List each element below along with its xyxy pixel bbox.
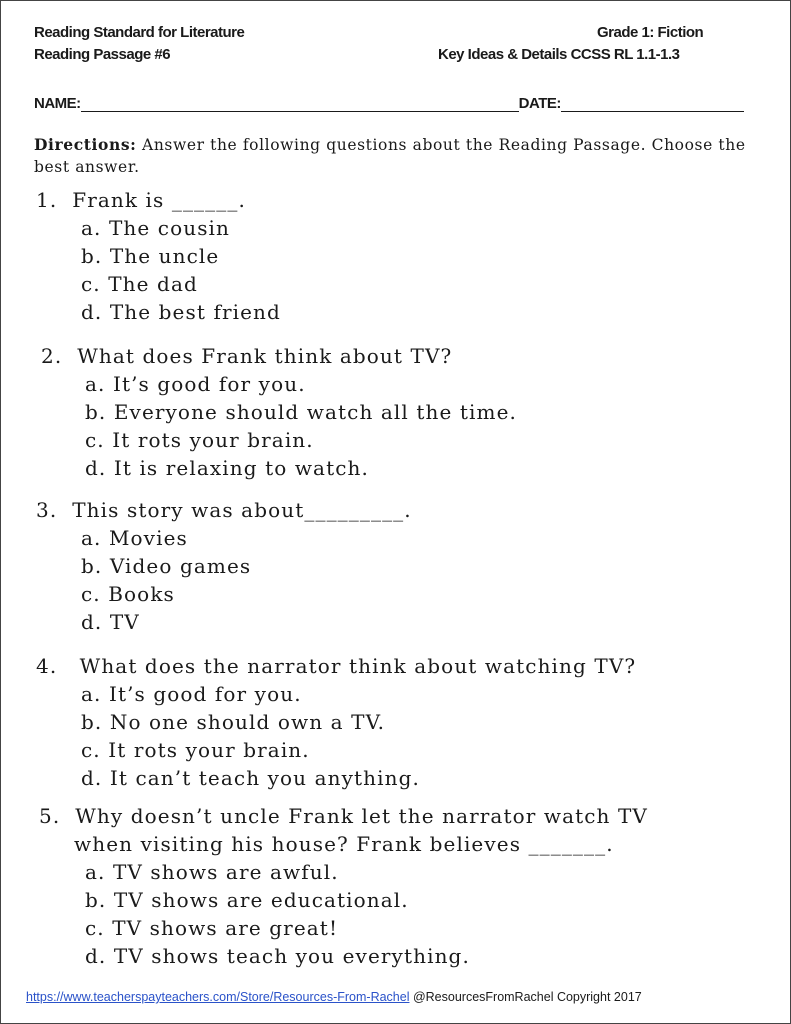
standards-label: Key Ideas & Details CCSS RL 1.1-1.3 xyxy=(438,46,680,63)
name-date-row xyxy=(34,95,744,112)
option-text: It’s good for you. xyxy=(112,372,306,396)
option-text: The uncle xyxy=(109,244,220,268)
option-text: It’s good for you. xyxy=(108,682,302,706)
option-2a[interactable] xyxy=(85,370,306,398)
option-text: TV shows are educational. xyxy=(113,888,409,912)
question-number: 5. xyxy=(39,804,61,828)
question-5-line2 xyxy=(74,830,614,858)
option-letter: d. xyxy=(85,456,107,480)
option-letter: d. xyxy=(85,944,107,968)
option-3d[interactable] xyxy=(81,608,140,636)
date-blank[interactable] xyxy=(561,95,744,112)
option-letter: d. xyxy=(81,766,103,790)
option-letter: b. xyxy=(85,400,107,424)
directions-label: Directions: xyxy=(34,135,137,154)
option-3c[interactable] xyxy=(81,580,175,608)
option-letter: a. xyxy=(85,860,106,884)
option-text: TV shows are great! xyxy=(112,916,339,940)
option-letter: b. xyxy=(85,888,107,912)
option-text: The cousin xyxy=(108,216,231,240)
question-text: What does Frank think about TV? xyxy=(77,344,453,368)
question-text: Frank is ______. xyxy=(72,188,246,212)
option-letter: a. xyxy=(85,372,106,396)
option-5d[interactable] xyxy=(85,942,470,970)
option-4c[interactable] xyxy=(81,736,310,764)
option-text: Books xyxy=(108,582,175,606)
option-text: No one should own a TV. xyxy=(109,710,386,734)
question-5 xyxy=(39,802,648,830)
question-4 xyxy=(36,652,636,680)
question-text-continued: when visiting his house? Frank believes _______. xyxy=(74,832,614,856)
option-text: It can’t teach you anything. xyxy=(109,766,420,790)
option-letter: c. xyxy=(81,272,101,296)
option-text: Movies xyxy=(108,526,188,550)
option-text: Video games xyxy=(109,554,252,578)
grade-label: Grade 1: Fiction xyxy=(597,24,704,41)
question-number: 2. xyxy=(41,344,63,368)
option-letter: b. xyxy=(81,554,103,578)
store-link[interactable]: https://www.teacherspayteachers.com/Store/Resources-From-Rachel xyxy=(26,990,410,1004)
question-number: 4. xyxy=(36,654,58,678)
option-text: It is relaxing to watch. xyxy=(113,456,369,480)
option-letter: c. xyxy=(85,916,105,940)
question-number: 3. xyxy=(36,498,58,522)
option-letter: a. xyxy=(81,682,102,706)
option-1d[interactable] xyxy=(81,298,281,326)
option-text: TV shows are awful. xyxy=(112,860,339,884)
standard-title: Reading Standard for Literature xyxy=(34,24,245,41)
passage-title: Reading Passage #6 xyxy=(34,46,171,63)
option-1c[interactable] xyxy=(81,270,198,298)
directions xyxy=(34,134,764,178)
footer xyxy=(26,990,642,1004)
option-text: The best friend xyxy=(109,300,281,324)
option-5a[interactable] xyxy=(85,858,339,886)
option-text: TV shows teach you everything. xyxy=(113,944,470,968)
option-5c[interactable] xyxy=(85,914,338,942)
option-text: The dad xyxy=(108,272,198,296)
date-label: DATE: xyxy=(518,95,561,112)
option-4a[interactable] xyxy=(81,680,302,708)
option-letter: c. xyxy=(81,738,101,762)
option-text: TV xyxy=(109,610,140,634)
question-text: Why doesn’t uncle Frank let the narrator watch TV xyxy=(75,804,648,828)
option-text: It rots your brain. xyxy=(108,738,310,762)
option-letter: b. xyxy=(81,710,103,734)
option-3a[interactable] xyxy=(81,524,188,552)
question-text: This story was about_________. xyxy=(72,498,412,522)
option-5b[interactable] xyxy=(85,886,409,914)
option-2b[interactable] xyxy=(85,398,517,426)
directions-text: Answer the following questions about the Reading Passage. Choose the best answer. xyxy=(34,136,746,176)
option-4d[interactable] xyxy=(81,764,420,792)
option-2c[interactable] xyxy=(85,426,314,454)
option-3b[interactable] xyxy=(81,552,251,580)
option-1b[interactable] xyxy=(81,242,219,270)
option-letter: a. xyxy=(81,526,102,550)
question-1 xyxy=(36,186,246,214)
option-letter: a. xyxy=(81,216,102,240)
question-number: 1. xyxy=(36,188,58,212)
option-4b[interactable] xyxy=(81,708,385,736)
option-letter: d. xyxy=(81,300,103,324)
option-text: Everyone should watch all the time. xyxy=(113,400,517,424)
name-label: NAME: xyxy=(34,95,81,112)
option-letter: c. xyxy=(85,428,105,452)
option-1a[interactable] xyxy=(81,214,230,242)
option-letter: b. xyxy=(81,244,103,268)
question-text: What does the narrator think about watching TV? xyxy=(79,654,637,678)
question-2 xyxy=(41,342,452,370)
option-text: It rots your brain. xyxy=(112,428,314,452)
name-blank[interactable] xyxy=(81,95,519,112)
option-2d[interactable] xyxy=(85,454,369,482)
option-letter: c. xyxy=(81,582,101,606)
question-3 xyxy=(36,496,412,524)
option-letter: d. xyxy=(81,610,103,634)
copyright-text: @ResourcesFromRachel Copyright 2017 xyxy=(409,990,642,1004)
